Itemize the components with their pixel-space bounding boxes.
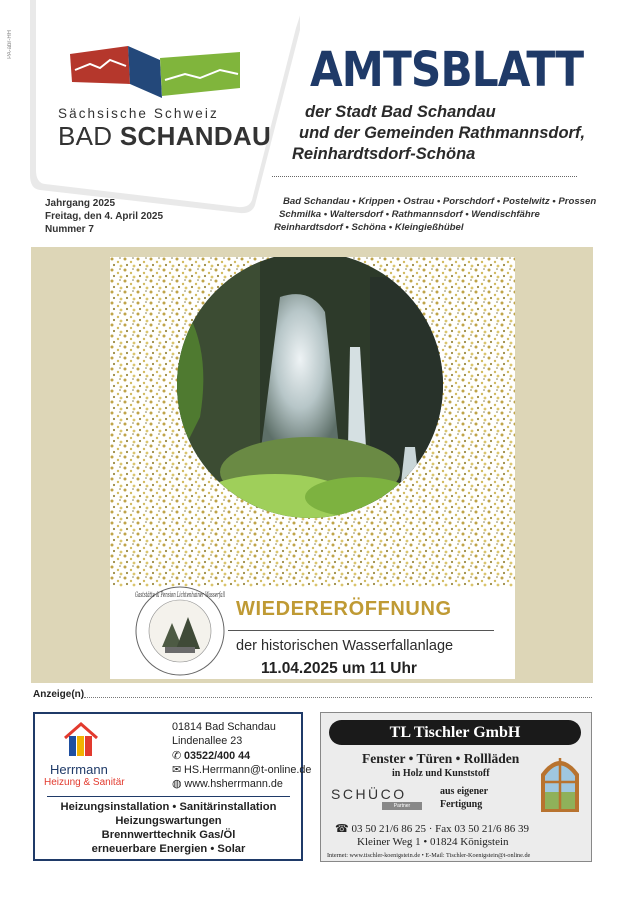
herrmann-service-2: Heizungswartungen bbox=[115, 815, 222, 827]
tischler-own-make-1: aus eigener bbox=[440, 786, 489, 797]
issue-number: Nummer 7 bbox=[45, 224, 94, 235]
tischler-material: in Holz und Kunststoff bbox=[392, 768, 490, 779]
herrmann-service-1: Heizungsinstallation • Sanitärinstallation bbox=[60, 801, 277, 813]
tischler-phone[interactable]: 03 50 21/6 86 25 · Fax 03 50 21/6 86 39 bbox=[351, 823, 529, 835]
tischler-phone-row bbox=[335, 822, 529, 835]
herrmann-email-row bbox=[172, 763, 311, 776]
logo-region: Sächsische Schweiz bbox=[58, 106, 219, 121]
herrmann-service-4: erneuerbare Energien • Solar bbox=[91, 843, 246, 855]
seal-label: Gaststätte & Pension Lichtenhainer Wasserfall bbox=[135, 590, 226, 599]
pension-seal bbox=[135, 587, 225, 675]
masthead-title: AMTSBLATT bbox=[310, 42, 584, 98]
herrmann-tagline: Heizung & Sanitär bbox=[44, 777, 125, 788]
phone-icon: ☎ bbox=[335, 823, 349, 835]
schueco-logo: SCHÜCO bbox=[331, 786, 407, 802]
ads-divider bbox=[84, 697, 592, 698]
herrmann-phone-row bbox=[172, 749, 250, 762]
herrmann-address-1: 01814 Bad Schandau bbox=[172, 721, 276, 733]
masthead-divider bbox=[272, 176, 577, 177]
poster-headline: WIEDERERÖFFNUNG bbox=[236, 598, 452, 620]
issue-year: Jahrgang 2025 bbox=[45, 198, 116, 209]
tischler-name: TL Tischler GmbH bbox=[329, 720, 581, 745]
herrmann-rule bbox=[47, 796, 290, 797]
poster-date: 11.04.2025 um 11 Uhr bbox=[261, 660, 417, 677]
logo-town: BAD SCHANDAU bbox=[58, 121, 272, 151]
house-icon bbox=[63, 718, 99, 758]
herrmann-name: Herrmann bbox=[50, 762, 108, 777]
herrmann-service-3: Brennwerttechnik Gas/Öl bbox=[101, 829, 236, 841]
herrmann-address-2: Lindenallee 23 bbox=[172, 735, 243, 747]
globe-icon: ◍ bbox=[172, 778, 182, 790]
tischler-products: Fenster • Türen • Rollläden bbox=[362, 751, 520, 766]
masthead-line-2: und der Gemeinden Rathmannsdorf, bbox=[299, 124, 586, 142]
vertical-code: PA-abr-HH bbox=[7, 30, 13, 59]
places-line-3: Reinhardtsdorf • Schöna • Kleingießhübel bbox=[274, 222, 464, 233]
tischler-footer[interactable]: Internet: www.tischler-koenigstein.de • E-Mail: Tischler-Koenigstein@t-online.de bbox=[327, 852, 531, 859]
masthead-line-1: der Stadt Bad Schandau bbox=[305, 103, 496, 121]
tischler-address: Kleiner Weg 1 • 01824 Königstein bbox=[357, 836, 509, 848]
masthead-line-3: Reinhardtsdorf-Schöna bbox=[292, 145, 476, 163]
window-icon bbox=[538, 752, 582, 814]
issue-date: Freitag, den 4. April 2025 bbox=[45, 211, 164, 222]
places-line-1: Bad Schandau • Krippen • Ostrau • Porschdorf • Postelwitz • Prossen bbox=[283, 196, 597, 207]
herrmann-web[interactable]: www.hsherrmann.de bbox=[184, 778, 283, 790]
issue-info bbox=[45, 197, 163, 236]
tischler-own-make-2: Fertigung bbox=[440, 799, 483, 810]
herrmann-email[interactable]: HS.Herrmann@t-online.de bbox=[184, 764, 312, 776]
places-line-2: Schmilka • Waltersdorf • Rathmannsdorf • Wendischfähre bbox=[279, 209, 540, 220]
schueco-partner: Partner bbox=[382, 802, 422, 810]
ads-label: Anzeige(n) bbox=[33, 689, 85, 700]
mail-icon: ✉ bbox=[172, 764, 182, 776]
phone-icon: ✆ bbox=[172, 750, 182, 762]
poster-rule bbox=[228, 630, 494, 631]
herrmann-web-row bbox=[172, 777, 283, 790]
poster-subline: der historischen Wasserfallanlage bbox=[236, 638, 454, 654]
herrmann-phone[interactable]: 03522/400 44 bbox=[184, 750, 251, 762]
